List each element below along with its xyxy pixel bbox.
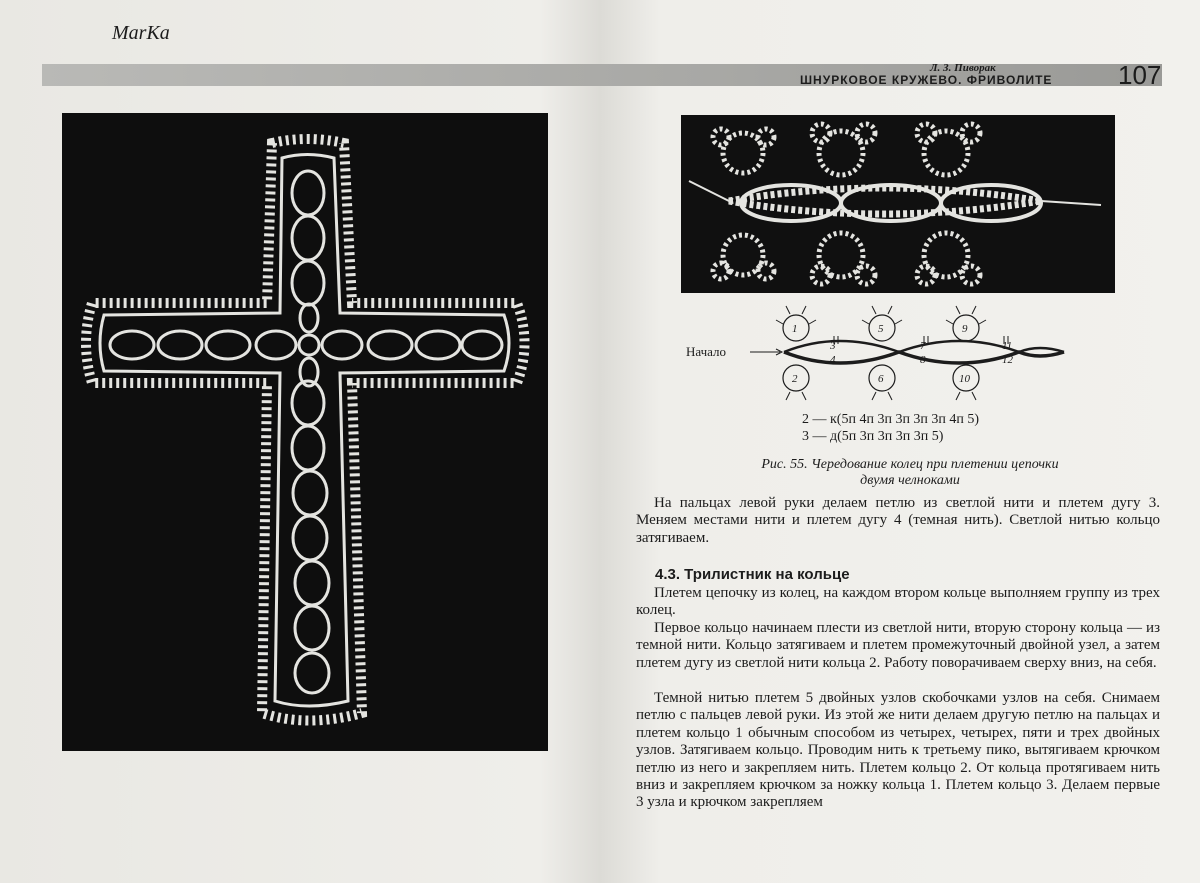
ring-number-9: 9 bbox=[962, 323, 968, 335]
chain-lace-photo bbox=[681, 115, 1115, 293]
chain-lace-illustration bbox=[681, 115, 1115, 293]
paragraph-3: Первое кольцо начинаем плести из светлой нити, вторую сторону кольца — из темной нити. Кольцо затягиваем и плетем промежуточный двойной узел, а затем плетем дугу из светлой нити кольца 2. Работу поворачиваем сверху вниз, на себя. bbox=[636, 620, 1160, 671]
paragraph-4: Темной нитью плетем 5 двойных узлов скобочками узлов на себя. Снимаем петлю с пальцев левой руки. Из этой же нити делаем другую петлю на пальцах и плетем кольцо 1 обычным способом из четырех, четырех, пяти и трех двойных узлов. Затягиваем кольцо. Проводим нить к третьему пико, вытягиваем крючком петлю из него и закрепляем нить. Плетем кольцо 2. От кольца протягиваем нить вниз и закрепляем крючком за ножку кольца 1. Плетем кольцо 3. Делаем первые 3 узла и крючком закрепляем bbox=[636, 690, 1160, 811]
header-title: ШНУРКОВОЕ КРУЖЕВО. ФРИВОЛИТЕ bbox=[800, 73, 1053, 87]
paragraph-1: На пальцах левой руки делаем петлю из светлой нити и плетем дугу 3. Меняем местами нити и плетем дугу 4 (темная нить). Светлой нитью кольцо затягиваем. bbox=[636, 495, 1160, 546]
header-author: Л. З. Пиворак bbox=[930, 62, 996, 74]
ring-number-10: 10 bbox=[959, 373, 970, 385]
cross-lace-photo bbox=[62, 113, 548, 751]
paragraph-2: Плетем цепочку из колец, на каждом втором кольце выполняем группу из трех колец. bbox=[636, 585, 1160, 619]
arc-number-3: 3 bbox=[830, 340, 836, 352]
caption-line-1: Рис. 55. Чередование колец при плетении цепочки bbox=[761, 457, 1059, 472]
ring-number-6: 6 bbox=[878, 373, 884, 385]
ring-number-5: 5 bbox=[878, 323, 884, 335]
scheme-start-label: Начало bbox=[686, 344, 727, 359]
arc-number-12: 12 bbox=[1002, 354, 1013, 366]
tatting-scheme-diagram bbox=[684, 300, 1104, 415]
cross-lace-illustration bbox=[62, 113, 548, 751]
figure-caption bbox=[700, 457, 1120, 489]
scheme-svg bbox=[684, 300, 1104, 415]
arc-number-7: 7 bbox=[920, 340, 926, 352]
watermark-stamp: MarKa bbox=[112, 22, 170, 44]
ring-number-1: 1 bbox=[792, 323, 798, 335]
ring-number-2: 2 bbox=[792, 373, 798, 385]
caption-line-2: двумя челноками bbox=[860, 473, 960, 488]
section-title: 4.3. Трилистник на кольце bbox=[655, 566, 850, 583]
arc-number-4: 4 bbox=[830, 354, 836, 366]
formula-ring-2: 2 — к(5п 4п 3п 3п 3п 3п 4п 5) bbox=[802, 412, 980, 427]
formula-arc-3: 3 — д(5п 3п 3п 3п 3п 5) bbox=[802, 429, 944, 444]
page-number: 107 bbox=[1118, 60, 1162, 90]
arc-number-8: 8 bbox=[920, 354, 926, 366]
arc-number-11: 11 bbox=[1002, 340, 1013, 352]
